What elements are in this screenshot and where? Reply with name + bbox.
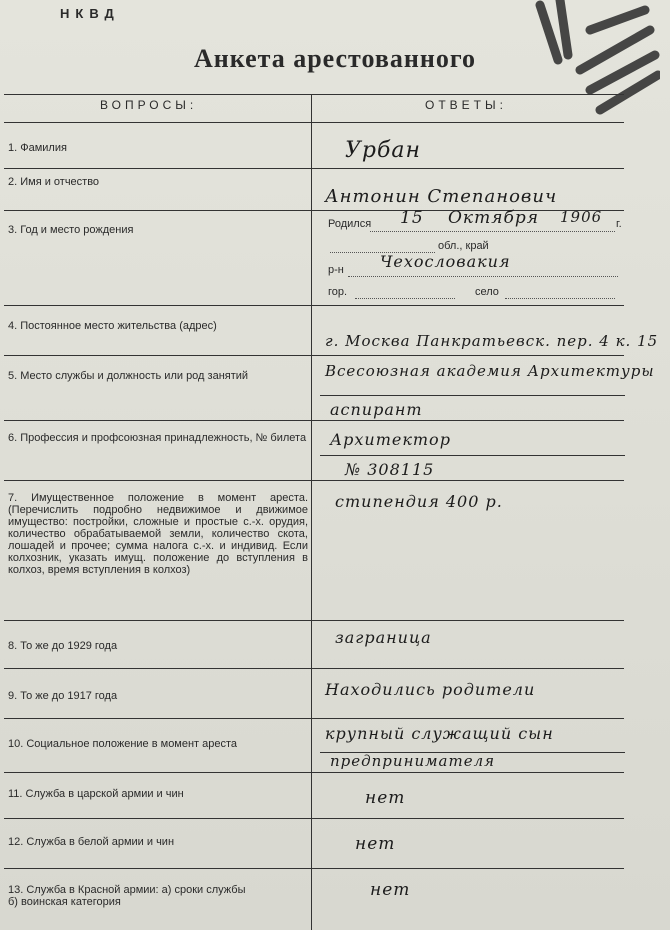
born-label: Родился (328, 218, 372, 230)
row-line (4, 818, 624, 819)
question-1929: 8. То же до 1929 года (8, 640, 118, 652)
answers-header: ОТВЕТЫ: (425, 98, 507, 112)
birth-district: Чехословакия (380, 252, 511, 271)
question-property: 7. Имущественное положение в момент ареста. (Перечислить подробно недвижимое и движимое имущество: постройки, сложные и простые с.-х. орудия, количество обрабатываемой земли, количество скота, лошадей и прочее; сумма налога с.-х. и индивид. Если колхозник, указать имущ. положение до вступления в колхоз, время вступления в колхоз) (8, 492, 308, 576)
oblast-label: обл., край (438, 240, 489, 252)
birth-day: 15 (400, 208, 424, 228)
district-label: р-н (328, 264, 344, 276)
row-line (4, 355, 624, 356)
district-dotted (348, 276, 618, 277)
agency-label: НКВД (60, 6, 120, 21)
form-title: Анкета арестованного (193, 44, 477, 73)
answer-social-2: предпринимателя (330, 752, 496, 770)
question-social: 10. Социальное положение в момент ареста (8, 738, 238, 750)
year-suffix: г. (616, 218, 622, 230)
table-top-line (4, 94, 624, 95)
answer-name: Антонин Степанович (325, 186, 558, 207)
town-label: гор. (328, 286, 348, 298)
answer-surname: Урбан (345, 138, 422, 163)
question-1917: 9. То же до 1917 года (8, 690, 118, 702)
row-line (4, 718, 624, 719)
answer-red-army: нет (370, 880, 411, 900)
question-name: 2. Имя и отчество (8, 176, 100, 188)
row-line (4, 620, 624, 621)
answer-line (320, 455, 625, 456)
question-red-army: 13. Служба в Красной армии: а) сроки службы б) воинская категория (8, 884, 246, 908)
row-line (4, 305, 624, 306)
question-surname: 1. Фамилия (8, 142, 67, 154)
birth-year: 1906 (560, 208, 603, 226)
row-line (4, 772, 624, 773)
answer-profession: Архитектор (330, 430, 451, 449)
row-line (4, 668, 624, 669)
answer-1917: Находились родители (325, 680, 536, 699)
answer-1929: заграница (335, 628, 432, 647)
answer-white-army: нет (355, 834, 396, 854)
answer-tsar-army: нет (365, 788, 406, 808)
answer-employment: Всесоюзная академия Архитектуры (325, 362, 655, 380)
question-tsar-army: 11. Служба в царской армии и чин (8, 788, 184, 800)
answer-address: г. Москва Панкратьевск. пер. 4 к. 15 (325, 332, 659, 350)
table-head-line (4, 122, 624, 123)
row-line (4, 420, 624, 421)
question-birth: 3. Год и место рождения (8, 224, 134, 236)
row-line (4, 480, 624, 481)
row-line (4, 868, 624, 869)
answer-employment-2: аспирант (330, 400, 423, 419)
questions-header: ВОПРОСЫ: (100, 98, 198, 112)
question-white-army: 12. Служба в белой армии и чин (8, 836, 175, 848)
village-label: село (475, 286, 499, 298)
town-dotted (355, 298, 455, 299)
stamp-mark-icon (520, 0, 660, 120)
answer-line (320, 395, 625, 396)
question-address: 4. Постоянное место жительства (адрес) (8, 320, 217, 332)
question-employment: 5. Место службы и должность или род занятий (8, 370, 249, 382)
answer-property: стипендия 400 р. (335, 492, 503, 511)
village-dotted (505, 298, 615, 299)
born-dotted (370, 231, 615, 232)
answer-social: крупный служащий сын (325, 724, 554, 743)
answer-card-number: № 308115 (345, 460, 435, 479)
column-divider (311, 94, 312, 930)
row-line (4, 168, 624, 169)
question-profession: 6. Профессия и профсоюзная принадлежность, № билета (8, 432, 307, 444)
birth-month: Октября (448, 208, 539, 228)
